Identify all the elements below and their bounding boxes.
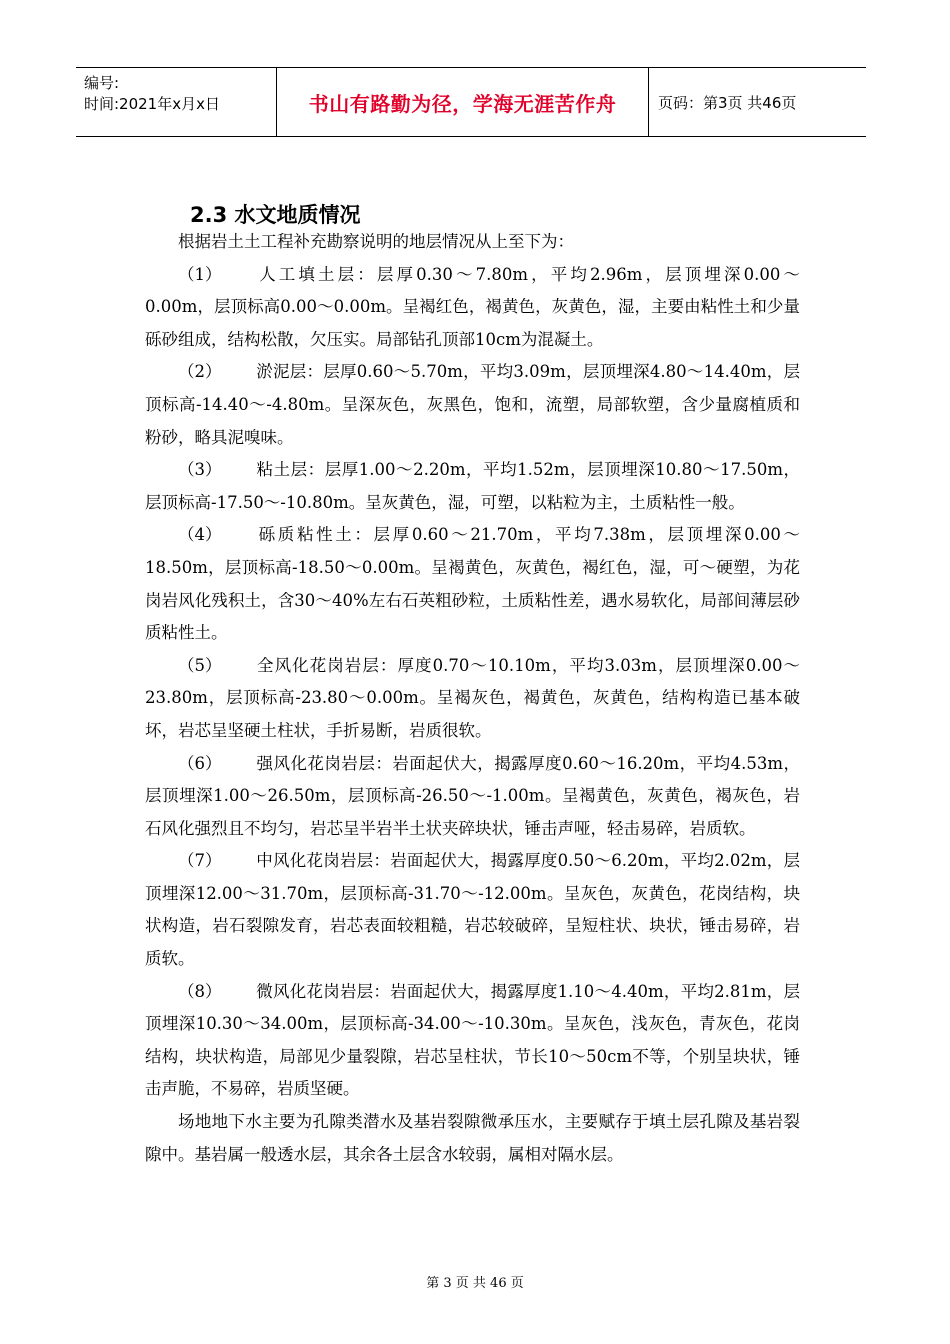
layer-number: （8） [178, 981, 222, 1001]
layer-text: 微风化花岗岩层：岩面起伏大，揭露厚度1.10～4.40m，平均2.81m，层顶埋深10.30～34.00m，层顶标高-34.00～-10.30m。呈灰色，浅灰色，青灰色，花岗结构，块状构造，局部见少量裂隙，岩芯呈柱状，节长10～50cm不等，个别呈块状，锤击声脆，不易碎，岩质坚硬。 [145, 981, 800, 1099]
layer-number: （2） [178, 362, 222, 382]
layer-paragraph [145, 519, 800, 649]
header-table [76, 67, 866, 137]
layer-text: 人工填土层：层厚0.30～7.80m，平均2.96m，层顶埋深0.00～0.00m，层顶标高0.00～0.00m。呈褐红色，褐黄色，灰黄色，湿，主要由粘性土和少量砾砂组成，结构松散，欠压实。局部钻孔顶部10cm为混凝土。 [145, 264, 800, 349]
intro-paragraph: 根据岩土土工程补充勘察说明的地层情况从上至下为： [178, 232, 574, 251]
section-title: 2.3 水文地质情况 [190, 203, 361, 227]
layer-text: 砾质粘性土：层厚0.60～21.70m，平均7.38m，层顶埋深0.00～18.50m，层顶标高-18.50～0.00m。呈褐黄色，灰黄色，褐红色，湿，可～硬塑，为花岗岩风化残积土，含30～40%左右石英粗砂粒，土质粘性差，遇水易软化，局部间薄层砂质粘性土。 [145, 525, 800, 643]
layer-number: （3） [178, 460, 222, 480]
document-number-label: 编号: [84, 74, 120, 92]
header-motto: 书山有路勤为径，学海无涯苦作舟 [277, 68, 649, 136]
layer-paragraph [145, 259, 800, 357]
layer-number: （5） [178, 655, 222, 675]
layer-paragraph [145, 748, 800, 846]
groundwater-paragraph: 场地地下水主要为孔隙类潜水及基岩裂隙微承压水，主要赋存于填土层孔隙及基岩裂隙中。基岩属一般透水层，其余各土层含水较弱，属相对隔水层。 [145, 1112, 800, 1164]
layer-number: （6） [178, 753, 222, 773]
header-page-info: 页码：第3页 共46页 [658, 93, 797, 112]
layer-paragraph [145, 356, 800, 454]
layer-number: （7） [178, 851, 222, 871]
layer-paragraph [145, 650, 800, 748]
layer-text: 粘土层：层厚1.00～2.20m，平均1.52m，层顶埋深10.80～17.50m，层顶标高-17.50～-10.80m。呈灰黄色，湿，可塑，以粘粒为主，土质粘性一般。 [145, 460, 800, 512]
layer-paragraph [145, 976, 800, 1106]
header-meta [76, 68, 277, 136]
layer-text: 全风化花岗岩层：厚度0.70～10.10m，平均3.03m，层顶埋深0.00～23.80m，层顶标高-23.80～0.00m。呈褐灰色，褐黄色，灰黄色，结构构造已基本破坏，岩芯呈坚硬土柱状，手折易断，岩质很软。 [145, 655, 800, 740]
document-time-label: 时间:2021年x月x日 [84, 95, 220, 113]
layer-number: （4） [178, 525, 222, 545]
layer-text: 淤泥层：层厚0.60～5.70m，平均3.09m，层顶埋深4.80～14.40m，层顶标高-14.40～-4.80m。呈深灰色，灰黑色，饱和，流塑，局部软塑，含少量腐植质和粉砂，略具泥嗅味。 [145, 362, 800, 447]
layer-paragraph [145, 454, 800, 519]
page-footer: 第 3 页 共 46 页 [426, 1276, 524, 1291]
layer-text: 强风化花岗岩层：岩面起伏大，揭露厚度0.60～16.20m，平均4.53m，层顶埋深1.00～26.50m，层顶标高-26.50～-1.00m。呈褐黄色，灰黄色，褐灰色，岩石风化强烈且不均匀，岩芯呈半岩半土状夹碎块状，锤击声哑，轻击易碎，岩质软。 [145, 753, 800, 838]
document-body [145, 226, 800, 1171]
layer-number: （1） [178, 264, 222, 284]
layer-text: 中风化花岗岩层：岩面起伏大，揭露厚度0.50～6.20m，平均2.02m，层顶埋深12.00～31.70m，层顶标高-31.70～-12.00m。呈灰色，灰黄色，花岗结构，块状构造，岩石裂隙发育，岩芯表面较粗糙，岩芯较破碎，呈短柱状、块状，锤击易碎，岩质软。 [145, 851, 800, 969]
layer-paragraph [145, 845, 800, 975]
